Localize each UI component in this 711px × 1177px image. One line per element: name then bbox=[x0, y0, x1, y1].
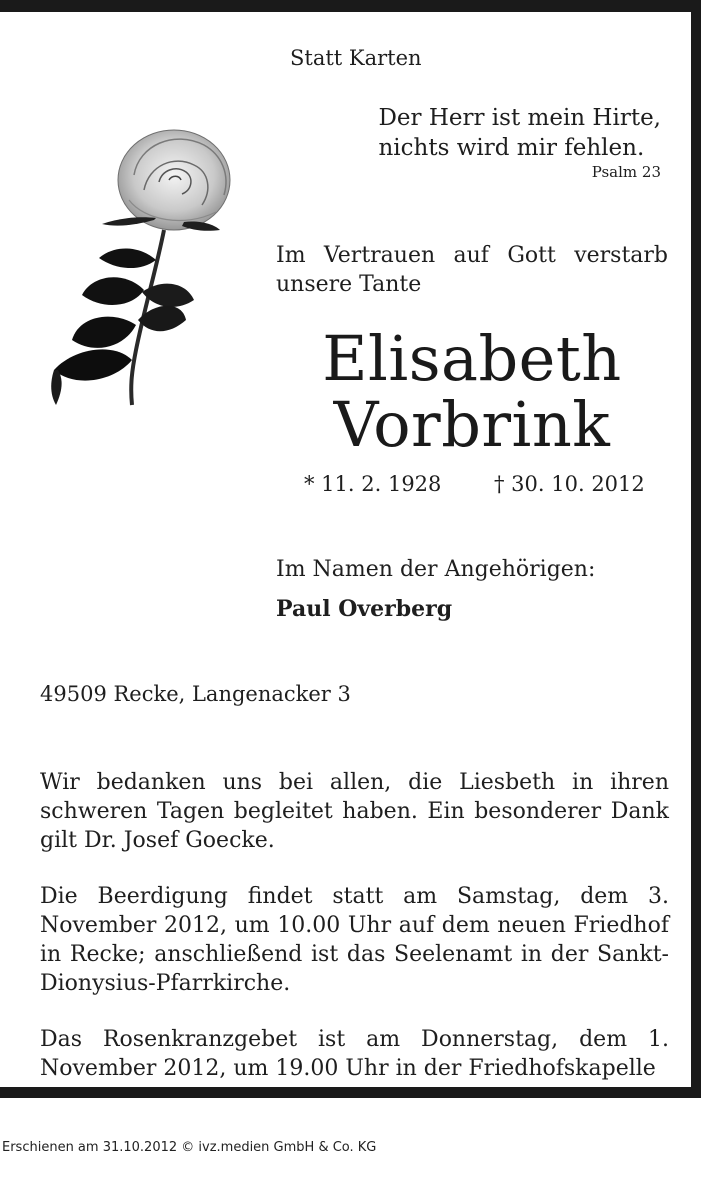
psalm-reference: Psalm 23 bbox=[591, 163, 661, 181]
signer-name: Paul Overberg bbox=[276, 596, 453, 622]
notice-heading: Statt Karten bbox=[290, 46, 422, 70]
address-text: 49509 Recke, Langenacker 3 bbox=[40, 682, 351, 706]
intro-text: Im Vertrauen auf Gott verstarb unsere Tante bbox=[276, 243, 668, 297]
deceased-name bbox=[276, 322, 668, 461]
deceased-first-name: Elisabeth bbox=[322, 322, 622, 395]
psalm-quote bbox=[378, 103, 661, 181]
rose-icon bbox=[44, 120, 234, 410]
deceased-last-name: Vorbrink bbox=[333, 388, 611, 461]
on-behalf-text: Im Namen der Angehörigen: bbox=[276, 557, 596, 582]
thanks-paragraph: Wir bedanken uns bei allen, die Liesbeth in ihren schweren Tagen begleitet haben. Ein besonderer Dank gilt Dr. Josef Goecke. bbox=[40, 770, 669, 853]
rosary-paragraph: Das Rosenkranzgebet ist am Donnerstag, dem 1. November 2012, um 19.00 Uhr in der Friedhofskapelle bbox=[40, 1027, 669, 1081]
publication-footer: Erschienen am 31.10.2012 © ivz.medien GmbH & Co. KG bbox=[2, 1140, 377, 1155]
funeral-paragraph: Die Beerdigung findet statt am Samstag, dem 3. November 2012, um 10.00 Uhr auf dem neuen Friedhof in Recke; anschließend ist das Seelenamt in der Sankt-Dionysius-Pfarrkirche. bbox=[40, 884, 669, 996]
psalm-line-2: nichts wird mir fehlen. bbox=[378, 135, 645, 161]
psalm-line-1: Der Herr ist mein Hirte, bbox=[378, 105, 661, 131]
birth-date: * 11. 2. 1928 bbox=[304, 472, 442, 496]
death-date: † 30. 10. 2012 bbox=[494, 472, 645, 496]
